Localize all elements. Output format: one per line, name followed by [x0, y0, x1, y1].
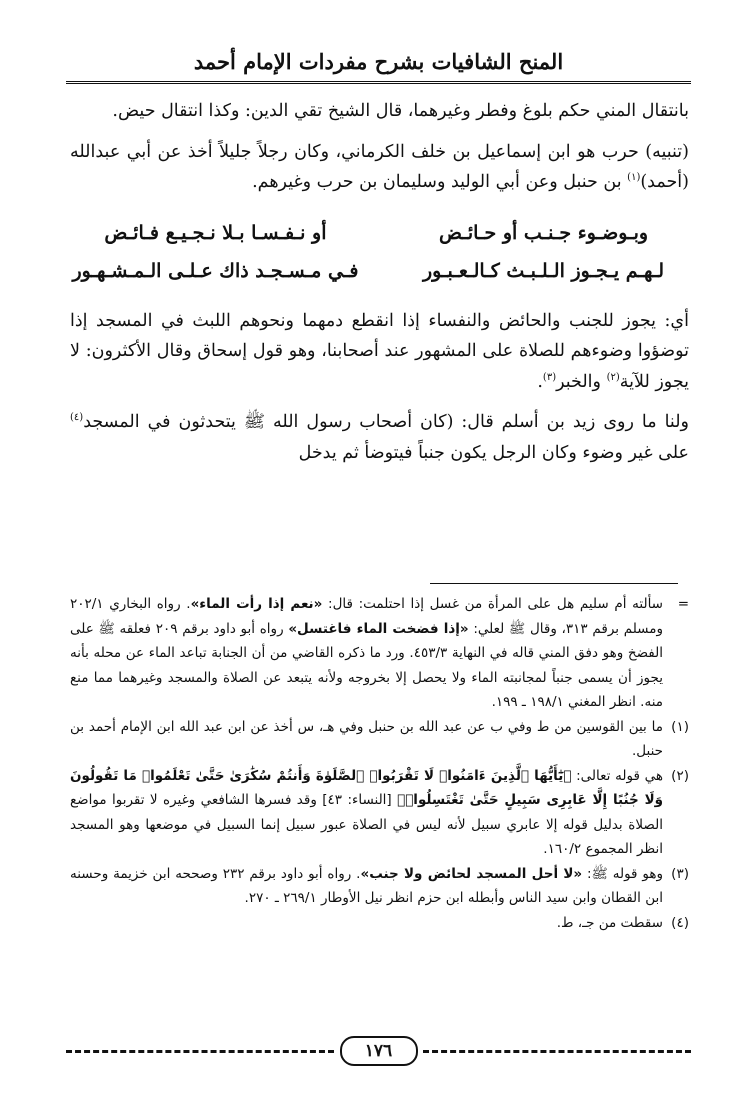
- page-number: ١٧٦: [340, 1036, 418, 1066]
- fn-cont-a: سألته أم سليم هل على المرأة من غسل إذا احتلمت: قال:: [322, 596, 663, 612]
- fn2-a: هي قوله تعالى:: [571, 767, 663, 784]
- fn3-hadith: «لا أحل المسجد لحائض ولا جنب»: [360, 865, 583, 882]
- paragraph-3-text-c: .: [537, 371, 543, 392]
- paragraph-4-text-a: ولنا ما روى زيد بن أسلم قال: (كان أصحاب رسول الله ﷺ يتحدثون في المسجد: [83, 412, 689, 432]
- paragraph-2-text-b: بن حنبل وعن أبي الوليد وسليمان بن حرب وغيرهم.: [252, 172, 628, 192]
- footnotes: [70, 592, 689, 935]
- footnote-ref-4: (٤): [70, 412, 84, 424]
- footnote-1-text: ما بين القوسين من ط وفي ب عن عبد الله بن حنبل وفي هـ، س أخذ عن ابن عبد الله ابن الإمام أحمد بن حنبل.: [70, 718, 663, 759]
- verse-1-second-hemistich: أو نـفـسـا بـلا نـجـيـع فـائـض: [104, 221, 327, 244]
- header-rule: [66, 81, 691, 84]
- footnote-4-text: سقطت من جـ، ط.: [556, 914, 663, 931]
- footnote-2-text: [70, 764, 663, 862]
- footnote-ref-1: (١): [627, 172, 641, 184]
- footnote-separator: [430, 583, 678, 584]
- paragraph-3: [70, 306, 689, 398]
- footnote-1: [70, 715, 689, 764]
- footnote-1-number: (١): [671, 718, 689, 735]
- footnote-continuation: [70, 592, 689, 715]
- footer-dashed-rule-right: [423, 1050, 691, 1053]
- paragraph-1: [70, 96, 689, 127]
- main-text: [70, 96, 689, 468]
- footnote-3-number: (٣): [671, 865, 689, 882]
- verse-2-second-hemistich: فـي مـسـجـد ذاك عـلـى الـمـشـهـور: [72, 259, 359, 282]
- running-header: [66, 44, 691, 84]
- footnote-2: [70, 764, 689, 862]
- verse-line-1: [70, 214, 689, 252]
- paragraph-2-text-a: (تنبيه) حرب هو ابن إسماعيل بن خلف الكرماني، وكان رجلاً جليلاً أخذ عن أبي عبدالله (أحمد): [70, 141, 689, 192]
- footnote-2-number: (٢): [671, 767, 689, 784]
- footnote-3: [70, 862, 689, 911]
- fn-cont-hadith-2: «إذا فضخت الماء فاغتسل»: [288, 620, 469, 637]
- fn2-b: [النساء: ٤٣] وقد فسرها الشافعي وغيره لا تقربوا مواضع الصلاة بدليل قوله إلا عابري سبيل لأنه ليس في الصلاة عبور سبيل إنما السبيل في موضعها وهو المسجد انظر المجموع ١٦٠/٢.: [70, 792, 663, 857]
- footnote-4-number: (٤): [671, 914, 689, 931]
- fn-cont-b: . رواه البخاري ٢٠٢/١ ومسلم برقم ٣١٣، وقال ﷺ لعلي:: [70, 596, 663, 637]
- poem-verses: [70, 214, 689, 290]
- footnote-ref-2: (٢): [606, 371, 620, 383]
- paragraph-3-text-b: والخبر: [556, 371, 607, 392]
- paragraph-4: [70, 407, 689, 468]
- footnote-ref-3: (٣): [542, 371, 557, 383]
- footnote-continuation-text: [70, 592, 663, 715]
- fn-cont-hadith-1: «نعم إذا رأت الماء»: [190, 596, 323, 612]
- paragraph-3-text-a: أي: يجوز للجنب والحائض والنفساء إذا انقطع دمهما ونحوهم اللبث في المسجد إذا توضؤوا وضوءهم للصلاة على المشهور عند أصحابنا، وهو قول إسحاق وقال الأكثرون: لا يجوز للآية: [70, 310, 689, 392]
- header-title: المنح الشافيات بشرح مفردات الإمام أحمد: [193, 49, 564, 74]
- fn3-a: وهو قوله ﷺ:: [582, 865, 663, 882]
- page-footer: [66, 1036, 691, 1066]
- fn-cont-c: رواه أبو داود برقم ٢٠٩ فعلقه ﷺ على الفضخ وهو دفق المني قاله في النهاية ٤٥٣/٣. ورد ما ذكره القاضي من أن الجنابة تباعد الماء عن محله بأنه يجوز أن يسمى جنباً لمجانبته الماء ولا يحصل إلا بخروجه ولأنه يتبعد عن الصلاة والمسجد وغيرهما مما منع منه. انظر المغني ١٩٨/١ ـ ١٩٩.: [70, 620, 663, 710]
- verse-line-2: [70, 252, 689, 290]
- paragraph-4-text-b: على غير وضوء وكان الرجل يكون جنباً فيتوضأ ثم يدخل: [298, 442, 689, 463]
- paragraph-2: [70, 137, 689, 198]
- footnote-continuation-marker: =: [677, 596, 689, 612]
- fn3-b: . رواه أبو داود برقم ٢٣٢ وصححه ابن خزيمة وحسنه ابن القطان وابن سيد الناس وأبطله ابن حزم انظر نيل الأوطار ٢٦٩/١ ـ ٢٧٠.: [70, 865, 663, 906]
- verse-1-first-hemistich: وبـوضـوء جـنـب أو حـائـض: [438, 221, 649, 244]
- footnote-4: [70, 911, 689, 936]
- footer-dashed-rule-left: [66, 1050, 334, 1053]
- verse-2-first-hemistich: لـهـم يـجـوز الـلـبـث كـالـعـبـور: [423, 259, 665, 282]
- paragraph-1-text: بانتقال المني حكم بلوغ وفطر وغيرهما، قال الشيخ تقي الدين: وكذا انتقال حيض.: [112, 101, 689, 121]
- fn2-quran-verse: ﴿يَٰٓأَيُّهَا ٱلَّذِينَ ءَامَنُوا۟ لَا تَقْرَبُوا۟ ٱلصَّلَوٰةَ وَأَنتُمْ سُكَٰرَىٰ حَتَّىٰ تَعْلَمُوا۟ مَا تَقُولُونَ وَلَا جُنُبًا إِلَّا عَابِرِى سَبِيلٍ حَتَّىٰ تَغْتَسِلُوا۟﴾: [70, 767, 664, 808]
- footnote-3-text: [70, 862, 663, 911]
